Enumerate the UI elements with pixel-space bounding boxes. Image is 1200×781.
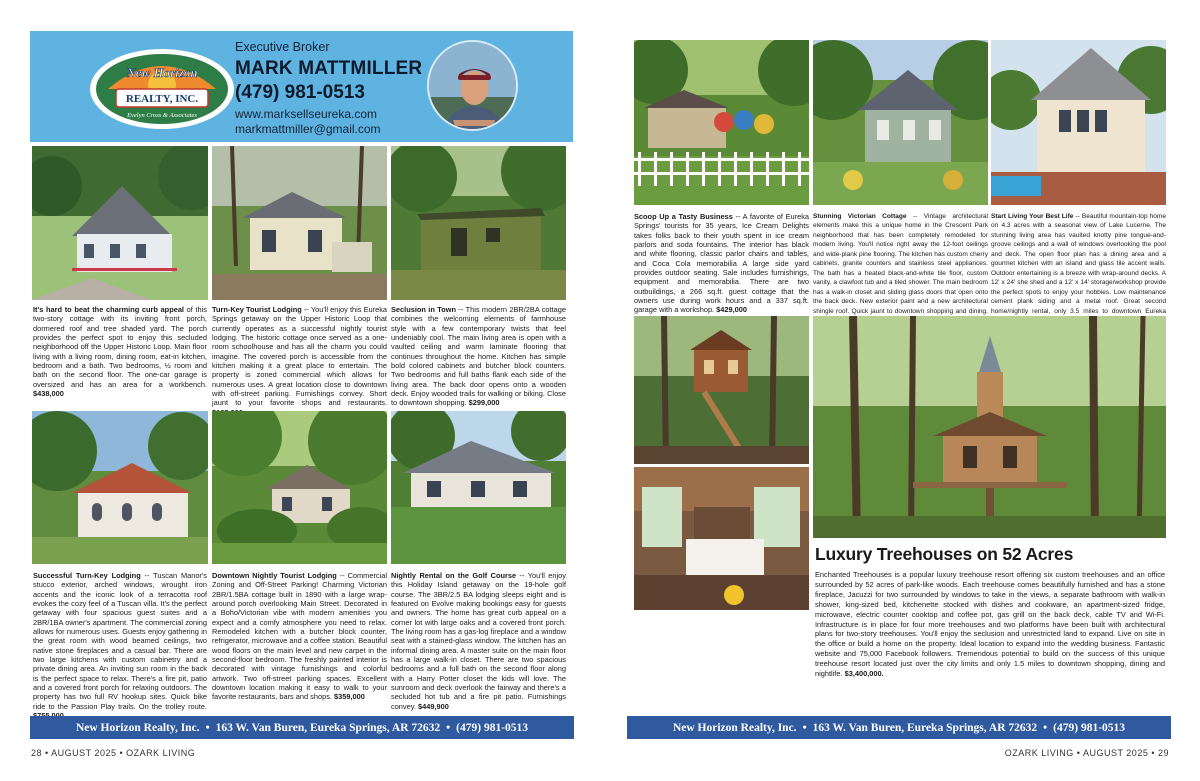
listing-photo-mountain-home <box>991 40 1166 205</box>
treehouse-photo-main <box>813 316 1166 538</box>
treehouse-photo-bedroom <box>634 467 809 610</box>
footer-bullet: • <box>446 721 451 734</box>
listing-photo-tuscan-manor <box>32 411 208 564</box>
listing-photo-modern-cottage <box>391 146 566 300</box>
new-horizon-logo <box>88 45 236 131</box>
listing-photo-schoolhouse <box>212 146 387 300</box>
left-page-folio: 28 • AUGUST 2025 • OZARK LIVING <box>31 748 196 758</box>
broker-contact-block <box>235 40 425 136</box>
broker-name: MARK MATTMILLER <box>235 58 423 79</box>
footer-bullet: • <box>802 721 807 734</box>
footer-address: 163 W. Van Buren, Eureka Springs, AR 72632 <box>812 721 1038 734</box>
listing-caption-7: Scoop Up a Tasty Business -- A favorite of Eureka Springs' tourists for 35 years, Ice Cream Delights takes folks back to their youth spent in ice cream parlors and soda fountains. The interior has black and white flooring, classic parlor chairs and tables, and Coca Cola memorabilia A large side yard provides outdoor seating. Sale includes furnishings, equipment and memorabilia. There are two outbuildings, a 266 sq.ft. guest cottage that the owners use during work hours and a 337 sq.ft. garage with a workshop. $429,000 <box>634 212 809 315</box>
svg-text:New Horizon: New Horizon <box>126 65 198 80</box>
footer-phone: (479) 981-0513 <box>456 721 529 734</box>
feature-title: Luxury Treehouses on 52 Acres <box>815 544 1074 564</box>
broker-title: Executive Broker <box>235 40 330 54</box>
footer-address: 163 W. Van Buren, Eureka Springs, AR 72632 <box>215 721 441 734</box>
listing-caption-5: Downtown Nightly Tourist Lodging -- Commercial Zoning and Off-Street Parking! Charming Victorian 2BR/1.5BA cottage built in 1890 with a large wrap-around porch overlooking Main Street. Decorated in a Boho/Victorian vibe with modern amenities you expect and a comfy atmosphere you need to relax. Remodeled kitchen with a butcher block counter, refrigerator, microwave and a coffee station. Beautiful wood floors on the main level and new carpet in the second-floor bedroom. The freshly painted interior is decorated with vintage furnishings and colorful artwork. Two off-street parking spaces. Excellent downtown location making it easy to walk to your favorite restaurants, bars and shops. $359,000 <box>212 571 388 702</box>
listing-caption-6: Nightly Rental on the Golf Course -- You'll enjoy this Holiday Island getaway on the 19-hole golf course. The 3BR/2.5 BA lodging sleeps eight and is featured on Evolve making bookings easy for guests and owners. The home has great curb appeal on a corner lot with large oaks and a covered front porch. The living room has a gas-log fireplace and a window seat with a stained-glass window. The kitchen has an informal dining area. A master suite on the main floor has a large walk-in closet. There are two spacious bedrooms and a full bath on the second floor along with a Harry Potter closet the kids will love. The sunroom and deck overlook the fairway and there's a secluded hot tub and a fire pit patio. Furnishings convey. $449,900 <box>391 571 566 711</box>
feature-body: Enchanted Treehouses is a popular luxury treehouse resort offering six custom treehouses and an office surrounded by 52 acres of park-like woods. Each treehouse comes beautifully furnished and has a stone fireplace, Jacuzzi for two surrounded by windows to take in the views, a separate bathroom with walk-in shower, king-sized bed, kitchenette stocked with dishes and cookware, an apartment-sized fridge, microwave, electric counter cooktop and coffee pot, gas grill on the back deck, cable TV and Wi-Fi. Infrastructure is in place for four more treehouses and two platforms have been built with architectural plans for two-story treehouses. You'll enjoy the seclusion and unrestricted land to expand. Live on site in the office or build a home on the property. Ideal location to expand into the wedding business. Fantastic website and 75,000 Facebook followers. Tremendous potential to build on the success of this unique treehouse resort located just over the city limits and only 1.5 miles to downtown shopping, dining and nightlife. $3,400,000. <box>815 570 1165 679</box>
right-footer-bar <box>627 716 1171 739</box>
footer-phone: (479) 981-0513 <box>1053 721 1126 734</box>
listing-photo-cottage <box>32 146 208 300</box>
left-footer-bar <box>30 716 574 739</box>
broker-header-banner <box>30 31 573 142</box>
broker-email-link[interactable]: markmattmiller@gmail.com <box>235 122 381 136</box>
listing-photo-victorian-cottage <box>813 40 988 205</box>
listing-photo-golf-course-home <box>391 411 566 564</box>
listing-photo-victorian-downtown <box>212 411 387 564</box>
svg-text:Evelyn Cross & Associates: Evelyn Cross & Associates <box>127 112 197 119</box>
footer-company: New Horizon Realty, Inc. <box>75 721 200 734</box>
listing-caption-8: Stunning Victorian Cottage -- Vintage architectural elements make this a unique home in the Crescent Park neighborhood that has been completely remodeled for modern living. You'll notice right away the 12-foot ceilings and wide-plank pine flooring. The kitchen has custom cherry cabinets, granite counters and stainless steel appliances. The bath has a heated black-and-white tile floor, custom vanity, a clawfoot tub and a tiled shower. The main bedroom has a walk-in closet and sliding glass doors that open onto the back deck. New exterior paint and a new architectural shingle roof. Quick jaunt to downtown shopping and dining. <box>813 213 988 315</box>
broker-website-link[interactable]: www.marksellseureka.com <box>235 107 378 121</box>
broker-portrait <box>427 40 518 131</box>
footer-bullet: • <box>1043 721 1048 734</box>
svg-text:REALTY, INC.: REALTY, INC. <box>125 93 199 105</box>
footer-bullet: • <box>205 721 210 734</box>
listing-caption-9: Start Living Your Best Life -- Beautiful mountain-top home on 4.3 acres with a seasonal view of Lake Lucerne. The stunning living area has vaulted knotty pine tongue-and-groove ceilings and a wall of windows overlooking the pool and deck. The open floor plan has a dining area and a gourmet kitchen with an island and glass tile accent walls. Outdoor entertaining is a breeze with wrap-around decks. A 12' x 24' she shed and a 12' x 14' storage/workshop provide the perfect spots to enjoy your hobbies. Low maintenance cement plank siding and a metal roof. Great second home/nightly rental, only 3.5 miles to downtown Eureka <box>991 213 1166 315</box>
listing-caption-1: It's hard to beat the charming curb appeal of this two-story cottage with its inviting front porch, dormered roof and tree shaded yard. The porch provides the perfect spot to enjoy this secluded neighborhood off the Upper Historic Loop. Main floor living with a living room, dining room, eat-in kitchen, bedroom and a bath. Two bedrooms, ½ room and bath on the second floor. The one-car garage is oversized and has an area for a workbench. $438,000 <box>33 305 207 399</box>
right-page-folio: OZARK LIVING • AUGUST 2025 • 29 <box>1004 748 1169 758</box>
listing-caption-4: Successful Turn-Key Lodging -- Tuscan Manor's stucco exterior, arched windows, wrought iron accents and the iconic look of a terracotta roof evokes the cozy feel of a Tuscan villa. It's the perfect getaway with four spacious guest suites and a 2BR/1BA owner's apartment. The commercial zoning allows for numerous uses. Guests enjoy gathering in the great room with wood beamed ceilings, two native stone fireplaces and a casual bar. There are two large kitchens with custom cabinetry and a private dining area. An inviting sun room in the back is the perfect space to relax. There's a fire pit, patio and a covered front porch for relaxing outdoors. The property has two full RV hookup sites. Quick bike ride to the Passion Play trails. On the trolley route. <box>33 571 207 711</box>
listing-photo-ice-cream-shop <box>634 40 809 205</box>
footer-company: New Horizon Realty, Inc. <box>672 721 797 734</box>
listing-caption-3: Seclusion in Town -- This modern 2BR/2BA cottage combines the welcoming elements of farmhouse style with a few contemporary twists that feel undeniably cool. The main living area is open with a vaulted ceiling and warm laminate flooring that continues throughout the home. Kitchen has simple bold colored cabinets and butcher block counters. Two bedrooms and full baths flank each side of the living area. The back door opens onto a wooden deck. Enjoy wooded trails for walking or biking. Close to downtown shopping. $299,000 <box>391 305 566 408</box>
treehouse-photo-exterior-small <box>634 316 809 464</box>
listing-caption-2: Turn-Key Tourist Lodging -- You'll enjoy this Eureka Springs getaway on the Upper Historic Loop that currently operates as a successful nightly tourist lodging. The historic cottage once served as a one-room schoolhouse and has all the charm you could imagine. The covered porch is accessible from the kitchen making it a great place to entertain. The property is zoned commercial which allows for numerous uses. A great location close to downtown with off-street parking. Furnishings convey. Short jaunt to your favorite shops and restaurants. <box>212 305 387 408</box>
broker-phone[interactable]: (479) 981-0513 <box>235 82 365 103</box>
